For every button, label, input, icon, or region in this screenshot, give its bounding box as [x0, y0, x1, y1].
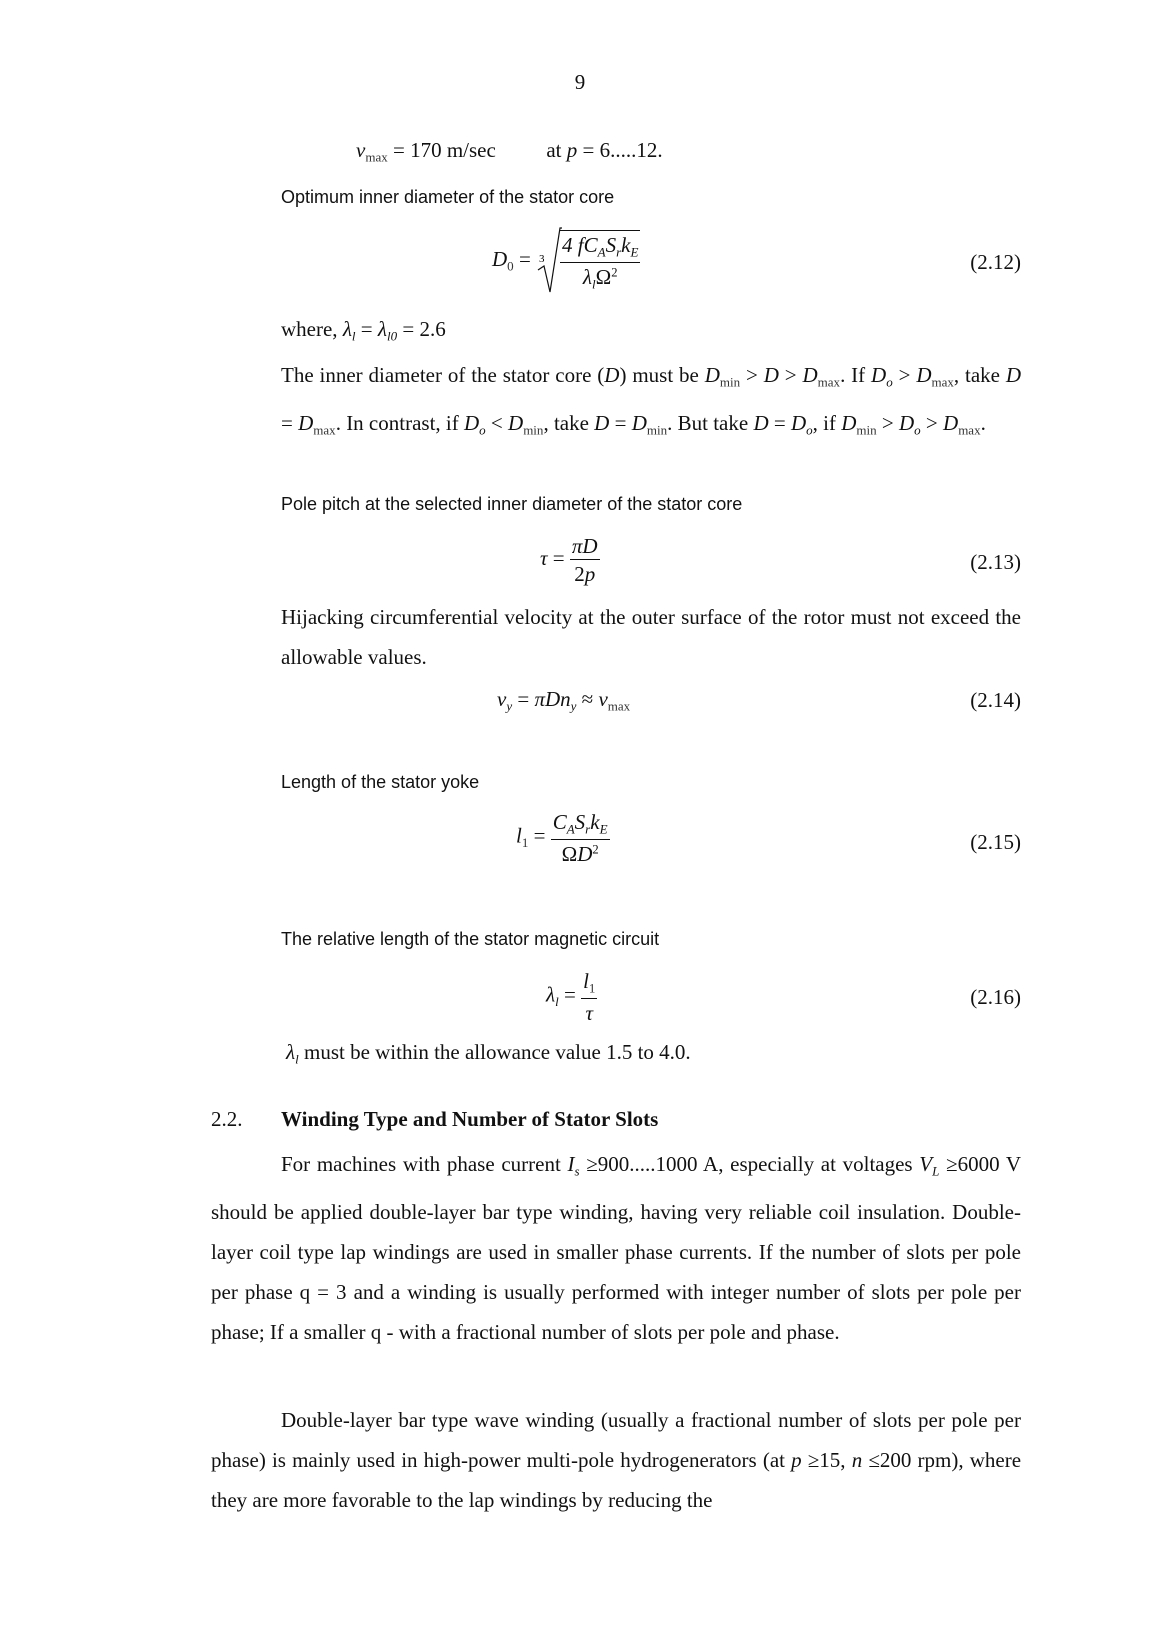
equation-number-2-14: (2.14): [970, 688, 1021, 712]
cube-root-sign: [536, 226, 562, 296]
section-number: 2.2.: [211, 1107, 243, 1131]
equation-number-2-13: (2.13): [970, 550, 1021, 574]
equation-2-15: $l_1$ = $\frac{C_AS_rk_E}{\Omega D^2}$: [516, 810, 608, 866]
lambda-allowance-note: $\lambda_l$ must be within the allowance value 1.5 to 4.0.: [286, 1040, 691, 1067]
equation-2-13: τ = $\frac{\pi D}{2p}$: [540, 534, 598, 587]
stator-yoke-heading: Length of the stator yoke: [281, 772, 480, 792]
where-line: where, $\lambda_l = \lambda_{l0} = 2.6$: [281, 317, 446, 344]
page-number: 9: [574, 70, 586, 94]
hijacking-paragraph: Hijacking circumferential velocity at the outer surface of the rotor must not exceed the allowable values.: [281, 605, 1021, 669]
equation-number-2-16: (2.16): [970, 985, 1021, 1009]
optimum-diameter-heading: Optimum inner diameter of the stator core: [281, 187, 615, 207]
phase-current-paragraph: For machines with phase current $I_s \ge 900.....1000$ A, especially at voltages $V_L \ge 6000$ V should be applied double-layer bar type winding, having very reliable coil insulation. Double-layer coil type lap windings are used in smaller phase currents. If the number of slots per pole per phase q = 3 and a winding is usually performed with integer number of slots per pole per phase; If a smaller q - with a fractional number of slots per pole and phase.: [211, 1152, 1022, 1344]
pole-pitch-heading: Pole pitch at the selected inner diameter of the stator core: [281, 494, 743, 514]
wave-winding-paragraph: Double-layer bar type wave winding (usually a fractional number of slots per pole per phase) is mainly used in high-power multi-pole hydrogenerators (at p ≥15, n ≤200 rpm), where they are more favorable to the lap windings by reducing the: [211, 1408, 1022, 1512]
vmax-line: $v_{max} = 170$ m/sec at p = 6.....12.: [356, 138, 663, 165]
equation-2-12: $D_0$ = 3 $\frac{4 fC_AS_rk_E}{\lambda_l\Omega^2}$: [492, 226, 640, 296]
root-index: 3: [539, 253, 545, 265]
equation-2-14: $v_y = \pi Dn_y \approx v_{max}$: [497, 687, 631, 714]
section-title: Winding Type and Number of Stator Slots: [281, 1107, 659, 1131]
relative-length-heading: The relative length of the stator magnetic circuit: [281, 929, 660, 949]
inner-diameter-paragraph: The inner diameter of the stator core (D) must be $D_{min} > D > D_{max}$. If $D_o > D_{max}$, take $D = D_{max}$. In contrast, if $D_o < D_{min}$, take $D = D_{min}$. But take $D = D_o$, if $D_{min} > D_o > D_{max}$.: [281, 363, 1022, 438]
equation-2-16: $\lambda_l$ = $\frac{l_1}{\tau}$: [546, 969, 596, 1025]
equation-number-2-15: (2.15): [970, 830, 1021, 854]
equation-number-2-12: (2.12): [970, 250, 1021, 274]
